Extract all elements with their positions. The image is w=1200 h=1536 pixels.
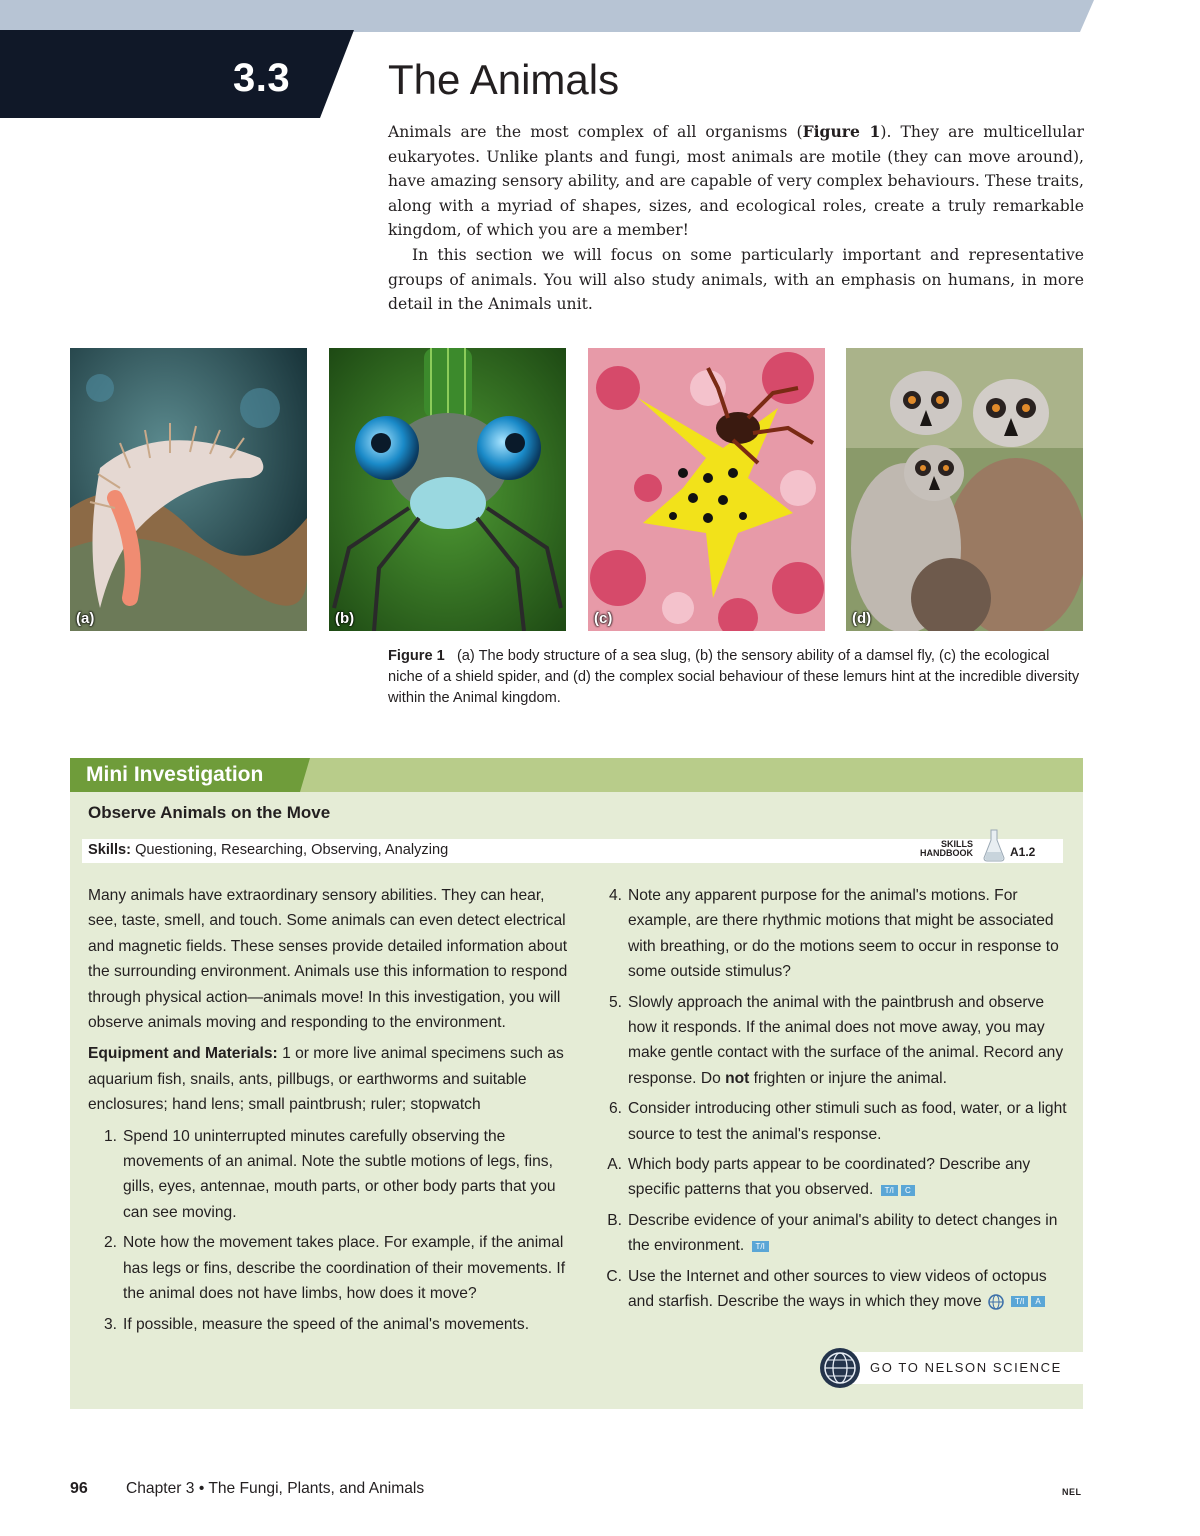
skills-line: Skills: Questioning, Researching, Observing, Analyzing xyxy=(88,842,449,858)
intro-text xyxy=(388,120,1084,317)
skill-badge: T/I xyxy=(1011,1296,1028,1307)
photo-sea-slug xyxy=(70,348,307,631)
analysis-question: A. Which body parts appear to be coordinated? Describe any specific patterns that you observed. T/I C xyxy=(607,1156,1031,1199)
mini-left-column xyxy=(88,883,572,1342)
page-number: 96 xyxy=(70,1480,88,1497)
mini-investigation-title: Observe Animals on the Move xyxy=(88,803,331,822)
mini-investigation-heading: Mini Investigation xyxy=(86,763,264,786)
skill-badge: C xyxy=(901,1185,915,1196)
goto-nelson-link[interactable]: GO TO NELSON SCIENCE xyxy=(870,1360,1062,1375)
flask-icon xyxy=(982,828,1006,862)
chapter-footer: Chapter 3 • The Fungi, Plants, and Animals xyxy=(126,1480,425,1497)
skill-badge: A xyxy=(1031,1296,1044,1307)
procedure-step: 6. Consider introducing other stimuli such as food, water, or a light source to test the animal's response. xyxy=(608,1100,1067,1143)
skill-badge: T/I xyxy=(752,1241,769,1252)
section-number: 3.3 xyxy=(233,56,291,100)
skills-handbook-label[interactable]: SKILLS HANDBOOK xyxy=(920,839,973,858)
procedure-step: 1. Spend 10 uninterrupted minutes carefully observing the movements of an animal. Note the subtle motions of legs, fins, gills, eyes, antennae, mouth parts, or other body parts that you can see moving. xyxy=(103,1127,556,1221)
procedure-step: 5. Slowly approach the animal with the paintbrush and observe how it responds. If the animal does not move away, you may make gentle contact with the surface of the animal. Record any response. Do not frighten or injure the animal. xyxy=(608,993,1064,1087)
page-title: The Animals xyxy=(388,56,620,103)
procedure-step: 2. Note how the movement takes place. For example, if the animal has legs or fins, describe the coordination of their movements. If the animal does not have limbs, how does it move? xyxy=(103,1234,566,1303)
intro-paragraph-2: In this section we will focus on some particularly important and representative groups of animals. You will also study animals, with an emphasis on humans, in more detail in the Animals unit. xyxy=(388,245,1084,314)
photo-lemurs xyxy=(846,348,1083,631)
web-link-icon[interactable] xyxy=(988,1294,1004,1310)
photo-label: (c) xyxy=(594,610,613,627)
analysis-question: C. Use the Internet and other sources to view videos of octopus and starfish. Describe the ways in which they move T/I A xyxy=(606,1267,1047,1311)
damselfly-image xyxy=(329,348,566,631)
handbook-reference[interactable]: A1.2 xyxy=(1010,845,1036,859)
sea-slug-image xyxy=(70,348,307,631)
mini-right-column xyxy=(598,883,1074,1320)
photo-label: (b) xyxy=(335,610,355,627)
intro-paragraph-1: Animals are the most complex of all organisms (Figure 1). They are multicellular eukaryotes. Unlike plants and fungi, most animals are motile (they can move around), have amazing sensory ability, and are capable of very complex behaviours. These traits, along with a myriad of shapes, sizes, and ecological roles, create a truly remarkable kingdom, of which you are a member! xyxy=(388,122,1084,240)
photo-label: (a) xyxy=(76,610,95,627)
equipment-paragraph: Equipment and Materials: 1 or more live animal specimens such as aquarium fish, snails, ants, pillbugs, or earthworms and suitable enclosures; hand lens; small paintbrush; ruler; stopwatch xyxy=(88,1045,564,1114)
section-number-tab xyxy=(0,30,360,120)
top-band xyxy=(0,0,1200,32)
mini-intro-paragraph: Many animals have extraordinary sensory abilities. They can hear, see, taste, smell, and touch. Some animals can even detect electrical and magnetic fields. These senses provide detailed information about the surrounding environment. Animals use this information to respond through physical action—animals move! In this investigation, you will observe animals moving and responding to the environment. xyxy=(88,887,568,1032)
photo-label: (d) xyxy=(852,610,872,627)
publisher-mark: NEL xyxy=(1062,1487,1082,1497)
globe-icon[interactable] xyxy=(818,1346,862,1390)
figure-caption xyxy=(388,646,1088,709)
photo-damselfly xyxy=(329,348,566,631)
caption-text: (a) The body structure of a sea slug, (b) the sensory ability of a damsel fly, (c) the ecological niche of a shield spider, and (d) the complex social behaviour of these lemurs hint at the incredible diversity within the Animal kingdom. xyxy=(388,648,1080,706)
procedure-step: 4. Note any apparent purpose for the animal's motions. For example, are there rhythmic motions that might be associated with breathing, or do the motions seem to occur in response to some outside stimulus? xyxy=(608,887,1059,981)
caption-figure-label: Figure 1 xyxy=(388,648,445,664)
procedure-step: 3. If possible, measure the speed of the animal's movements. xyxy=(103,1315,530,1333)
figure-reference[interactable]: Figure 1 xyxy=(802,122,881,141)
photo-shield-spider xyxy=(588,348,825,631)
analysis-question: B. Describe evidence of your animal's ability to detect changes in the environment. T/I xyxy=(607,1211,1058,1255)
skill-badge: T/I xyxy=(881,1185,898,1196)
shield-spider-image xyxy=(588,348,825,631)
lemurs-image xyxy=(846,348,1083,631)
skills-list: Questioning, Researching, Observing, Analyzing xyxy=(135,842,449,858)
